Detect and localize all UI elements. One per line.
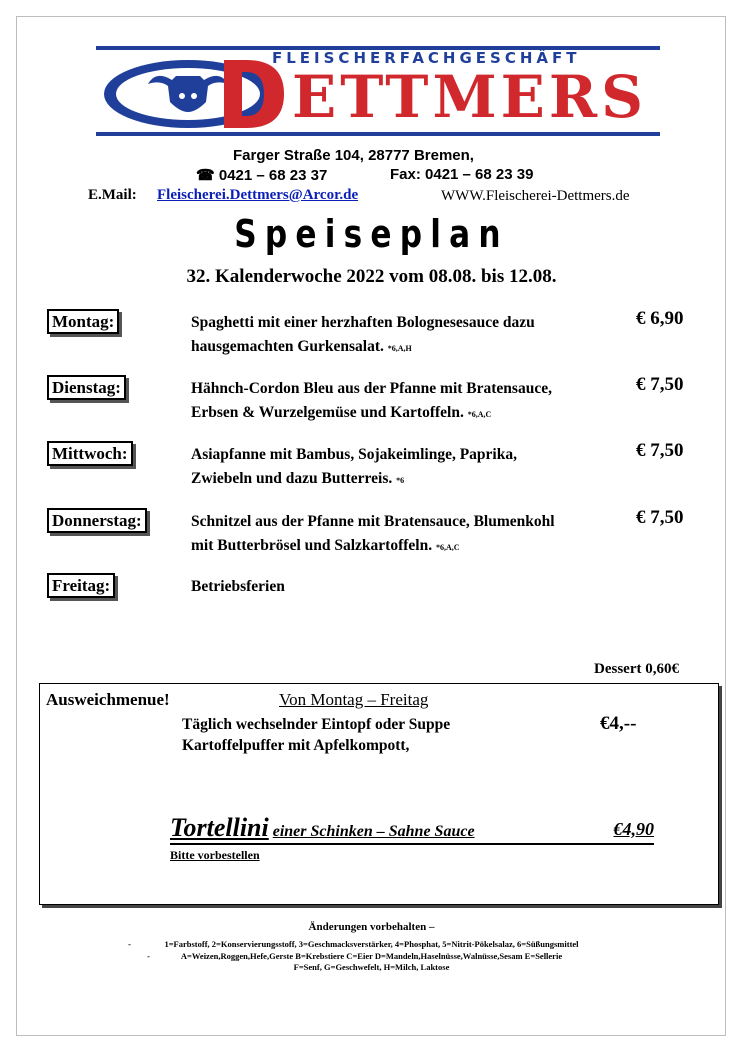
alternative-title: Ausweichmenue! bbox=[46, 690, 170, 709]
logo-top-text: FLEISCHERFACHGESCHÄFT bbox=[272, 49, 581, 67]
day-label: Montag: bbox=[47, 309, 119, 334]
day-label: Donnerstag: bbox=[47, 508, 147, 533]
address: Farger Straße 104, 28777 Bremen, bbox=[233, 147, 474, 164]
allergen-codes: *6 bbox=[396, 476, 405, 485]
special-sauce: einer Schinken – Sahne Sauce bbox=[272, 823, 475, 840]
allergen-codes: *6,A,C bbox=[435, 543, 460, 552]
legend-line-2: A=Weizen,Roggen,Hefe,Gerste B=Krebstiere C=Eier D=Mandeln,Haselnüsse,Walnüsse,Sesam E=Sellerie bbox=[180, 951, 563, 961]
legend-dash-2: - bbox=[147, 951, 150, 961]
dish-description bbox=[191, 510, 631, 560]
email-label: E.Mail: bbox=[88, 187, 137, 203]
dish-line-1: Hähnch-Cordon Bleu aus der Pfanne mit Bratensauce, bbox=[191, 380, 552, 397]
dish-price: € 7,50 bbox=[636, 440, 684, 461]
dish-line-2 bbox=[191, 401, 631, 427]
dish-line-2 bbox=[191, 534, 631, 560]
email-link[interactable]: Fleischerei.Dettmers@Arcor.de bbox=[157, 187, 359, 203]
allergen-codes: *6,A,C bbox=[467, 410, 492, 419]
dish-line-2-text: Zwiebeln und dazu Butterreis. bbox=[191, 470, 393, 487]
special-name: Tortellini bbox=[170, 813, 269, 842]
dessert-price: Dessert 0,60€ bbox=[594, 661, 679, 677]
day-label: Freitag: bbox=[47, 573, 115, 598]
phone-icon: ☎ bbox=[196, 167, 215, 184]
legend-dash-1: - bbox=[128, 939, 131, 949]
legend-line-1: 1=Farbstoff, 2=Konservierungsstoff, 3=Geschmacksverstärker, 4=Phosphat, 5=Nitrit-Pökelsalaz, 6=Süßungsmittel bbox=[164, 939, 579, 949]
dish-line-2 bbox=[191, 467, 631, 493]
website: WWW.Fleischerei-Dettmers.de bbox=[441, 188, 630, 204]
alternative-item-2: Kartoffelpuffer mit Apfelkompott, bbox=[182, 737, 410, 754]
company-logo bbox=[96, 46, 660, 136]
dish-line-1: Betriebsferien bbox=[191, 578, 285, 595]
dish-line-2 bbox=[191, 335, 631, 361]
dish-line-2-text: Erbsen & Wurzelgemüse und Kartoffeln. bbox=[191, 404, 464, 421]
page-title: Speiseplan bbox=[234, 212, 509, 256]
dish-description bbox=[191, 311, 631, 361]
legend-line-3: F=Senf, G=Geschwefelt, H=Milch, Laktose bbox=[293, 962, 450, 972]
alternative-days: Von Montag – Freitag bbox=[279, 690, 429, 709]
day-label: Dienstag: bbox=[47, 375, 126, 400]
dish-line-2-text: hausgemachten Gurkensalat. bbox=[191, 338, 384, 355]
dish-line-2-text: mit Butterbrösel und Salzkartoffeln. bbox=[191, 537, 433, 554]
alternative-item-1: Täglich wechselnder Eintopf oder Suppe bbox=[182, 716, 451, 733]
day-label: Mittwoch: bbox=[47, 441, 133, 466]
dish-description bbox=[191, 377, 631, 427]
week-heading: 32. Kalenderwoche 2022 vom 08.08. bis 12.08. bbox=[186, 266, 557, 287]
dish-description bbox=[191, 443, 631, 493]
dish-price: € 6,90 bbox=[636, 308, 684, 329]
fax-number: Fax: 0421 – 68 23 39 bbox=[390, 166, 534, 183]
phone-line bbox=[196, 166, 327, 184]
prebook-note: Bitte vorbestellen bbox=[170, 848, 260, 862]
allergen-codes: *6,A,H bbox=[387, 344, 412, 353]
alternative-price: €4,-- bbox=[600, 713, 637, 734]
tortellini-line bbox=[170, 813, 654, 845]
phone-number: 0421 – 68 23 37 bbox=[218, 167, 328, 184]
dish-price: € 7,50 bbox=[636, 507, 684, 528]
dish-line-1: Schnitzel aus der Pfanne mit Bratensauce, Blumenkohl bbox=[191, 513, 555, 530]
dish-line-1: Spaghetti mit einer herzhaften Bolognesesauce dazu bbox=[191, 314, 535, 331]
logo-name: ETTMERS bbox=[292, 63, 647, 131]
special-price: €4,90 bbox=[613, 819, 654, 839]
dish-description bbox=[191, 575, 631, 599]
changes-notice: Änderungen vorbehalten – bbox=[308, 921, 435, 933]
dish-price: € 7,50 bbox=[636, 374, 684, 395]
dish-line-1: Asiapfanne mit Bambus, Sojakeimlinge, Paprika, bbox=[191, 446, 517, 463]
